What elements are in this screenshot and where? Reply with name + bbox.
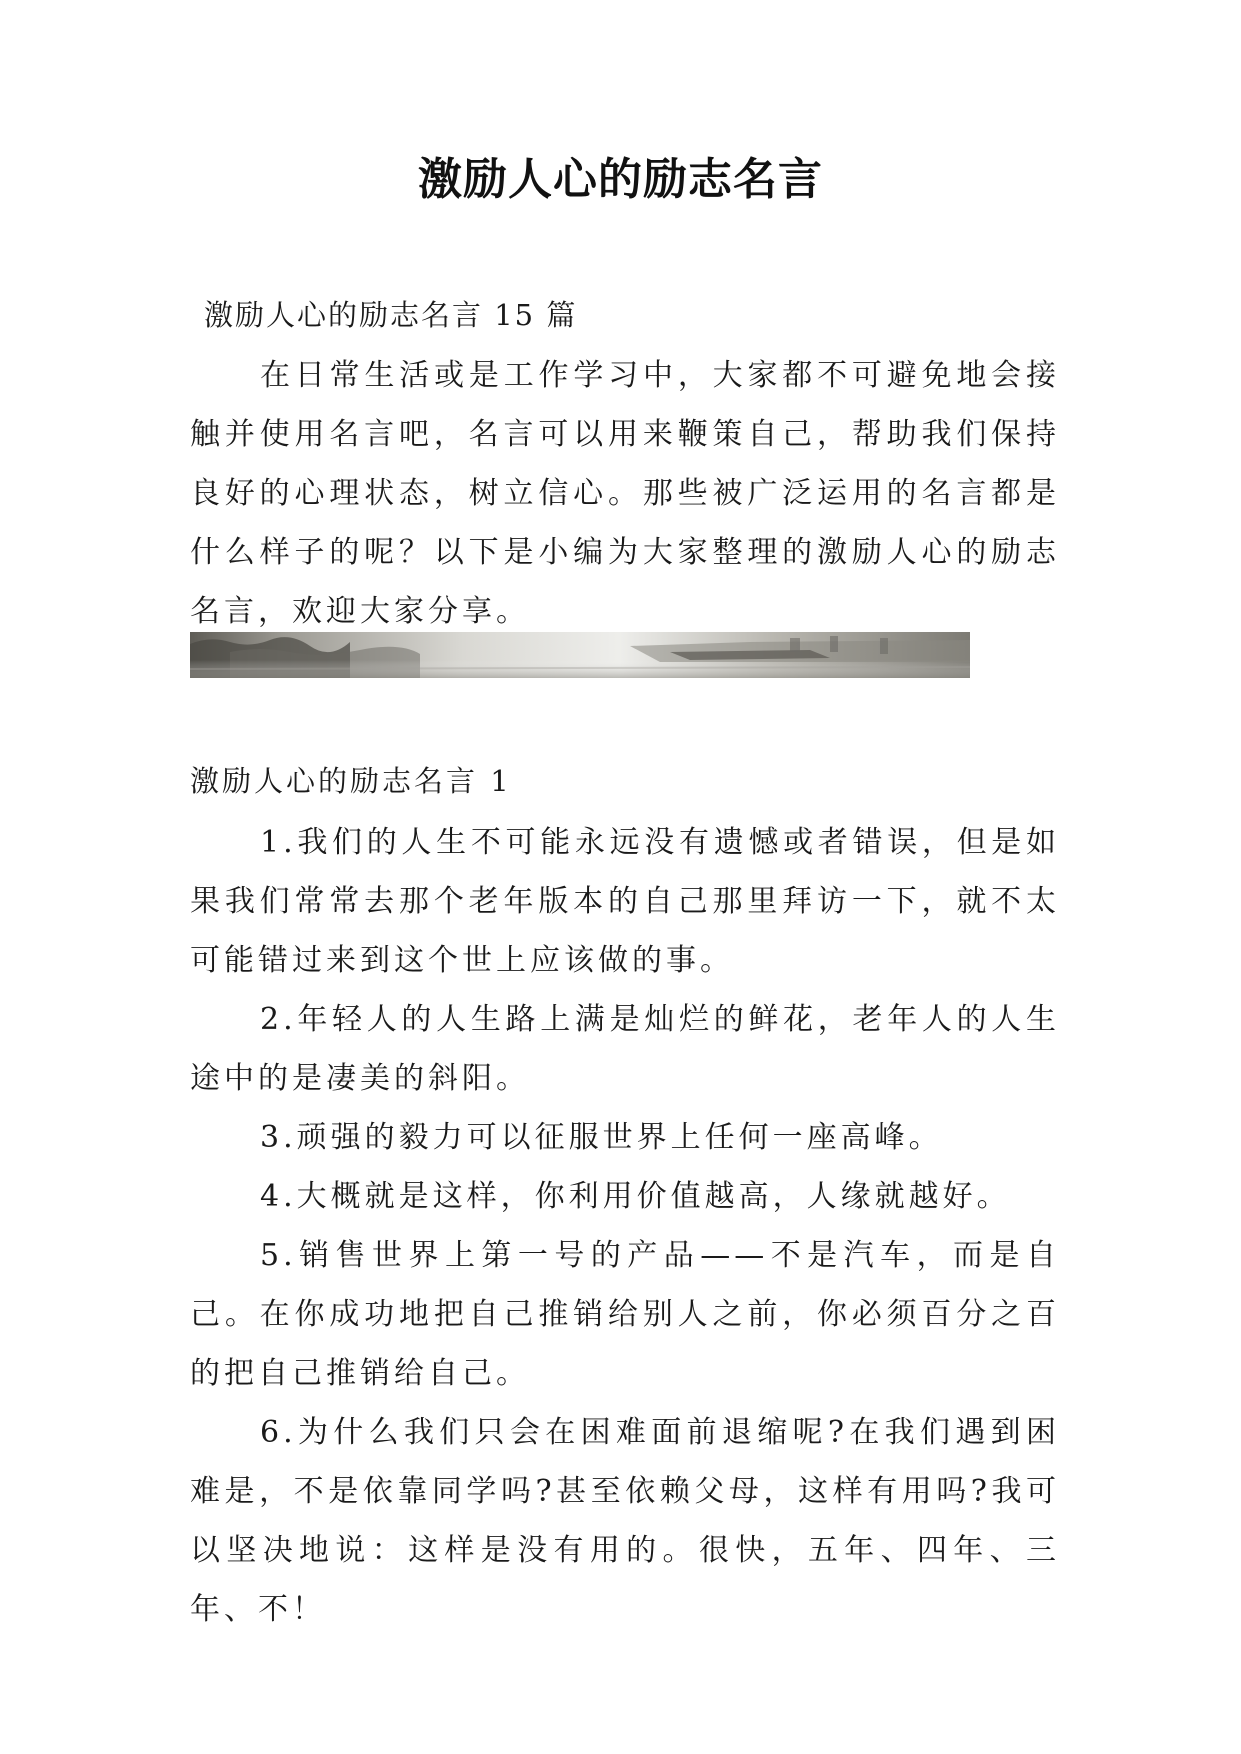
quote-item: 1.我们的人生不可能永远没有遗憾或者错误，但是如果我们常常去那个老年版本的自己那里拜访一下，就不太可能错过来到这个世上应该做的事。 [190, 825, 1060, 978]
intro-paragraph: 在日常生活或是工作学习中，大家都不可避免地会接触并使用名言吧，名言可以用来鞭策自己，帮助我们保持良好的心理状态，树立信心。那些被广泛运用的名言都是什么样子的呢？以下是小编为大家整理的激励人心的励志名言，欢迎大家分享。 [190, 358, 1060, 629]
quote-item: 6.为什么我们只会在困难面前退缩呢?在我们遇到困难是，不是依靠同学吗?甚至依赖父母，这样有用吗?我可以坚决地说：这样是没有用的。很快，五年、四年、三年、不！ [190, 1415, 1060, 1627]
section-heading: 激励人心的励志名言 1 [190, 764, 512, 798]
document-subtitle: 激励人心的励志名言 15 篇 [204, 298, 578, 332]
quote-item: 2.年轻人的人生路上满是灿烂的鲜花，老年人的人生途中的是凄美的斜阳。 [190, 1002, 1060, 1096]
banner-artwork [190, 632, 970, 678]
quote-list [190, 813, 1060, 1639]
document-title: 激励人心的励志名言 [418, 154, 823, 205]
quote-item: 3.顽强的毅力可以征服世界上任何一座高峰。 [260, 1120, 943, 1155]
quote-item: 4.大概就是这样，你利用价值越高，人缘就越好。 [260, 1179, 1011, 1214]
landscape-banner-image [190, 632, 970, 678]
quote-item: 5.销售世界上第一号的产品——不是汽车，而是自己。在你成功地把自己推销给别人之前，你必须百分之百的把自己推销给自己。 [190, 1238, 1060, 1391]
intro-section [190, 346, 1060, 641]
